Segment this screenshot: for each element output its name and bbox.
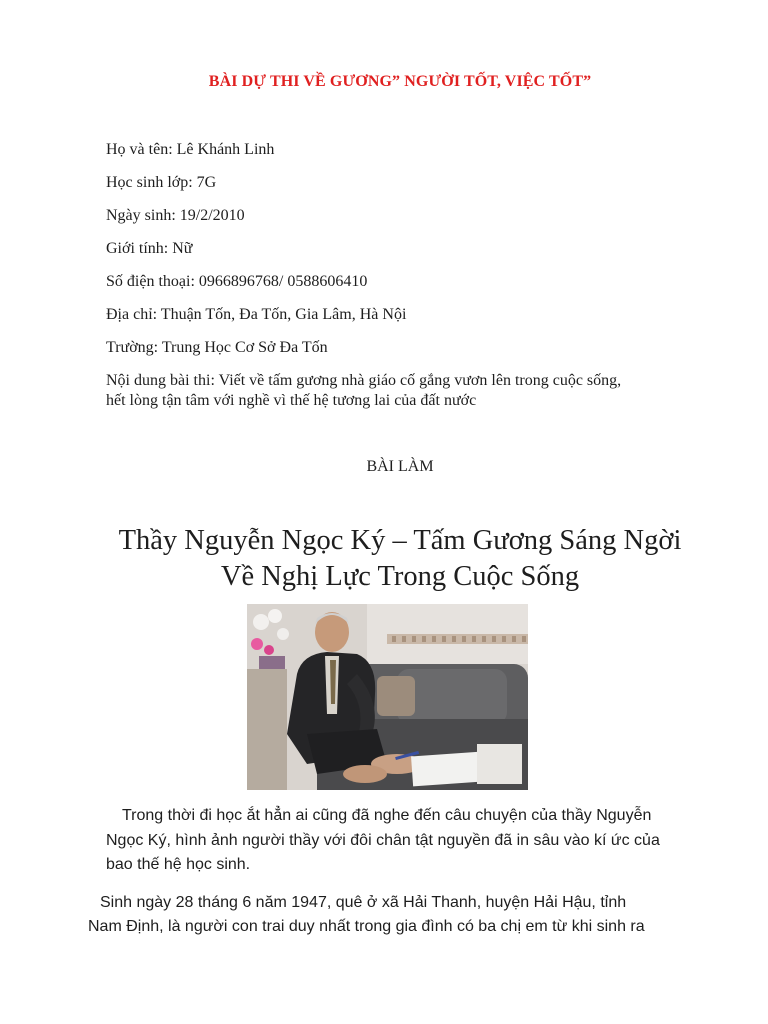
paragraph-line: bao thế hệ học sinh. [106, 856, 251, 873]
student-info [106, 140, 706, 409]
paragraph-intro [106, 804, 706, 878]
title-line: Về Nghị Lực Trong Cuộc Sống [220, 561, 580, 592]
content-line: Nội dung bài thi: Viết về tấm gương nhà giáo cố gắng vươn lên trong cuộc sống, [106, 372, 622, 389]
info-content [106, 371, 686, 409]
content-line: hết lòng tận tâm với nghề vì thế hệ tương lai của đất nước [106, 392, 477, 409]
info-birthdate: Ngày sinh: 19/2/2010 [106, 207, 245, 224]
paragraph-line: Sinh ngày 28 tháng 6 năm 1947, quê ở xã Hải Thanh, huyện Hải Hậu, tỉnh [100, 894, 627, 911]
bai-lam-heading: BÀI LÀM [366, 458, 434, 475]
paragraph-line: Ngọc Ký, hình ảnh người thầy với đôi chân tật nguyền đã in sâu vào kí ức của [106, 831, 660, 849]
contest-heading: BÀI DỰ THI VỀ GƯƠNG” NGƯỜI TỐT, VIỆC TỐT” [208, 73, 592, 90]
info-name: Họ và tên: Lê Khánh Linh [106, 141, 275, 158]
paragraph-biography [88, 891, 708, 939]
info-class: Học sinh lớp: 7G [106, 174, 217, 191]
info-phone: Số điện thoại: 0966896768/ 0588606410 [106, 273, 368, 290]
info-address: Địa chỉ: Thuận Tốn, Đa Tốn, Gia Lâm, Hà Nội [106, 306, 407, 323]
info-school: Trường: Trung Học Cơ Sở Đa Tốn [106, 339, 328, 356]
info-gender: Giới tính: Nữ [106, 240, 193, 257]
paragraph-line: Trong thời đi học ắt hẳn ai cũng đã nghe đến câu chuyện của thầy Nguyễn [122, 807, 652, 824]
article-photo [247, 604, 528, 790]
article-title [0, 523, 768, 595]
title-line: Thầy Nguyễn Ngọc Ký – Tấm Gương Sáng Ngời [118, 525, 682, 556]
paragraph-line: Nam Định, là người con trai duy nhất trong gia đình có ba chị em từ khi sinh ra [88, 918, 645, 935]
